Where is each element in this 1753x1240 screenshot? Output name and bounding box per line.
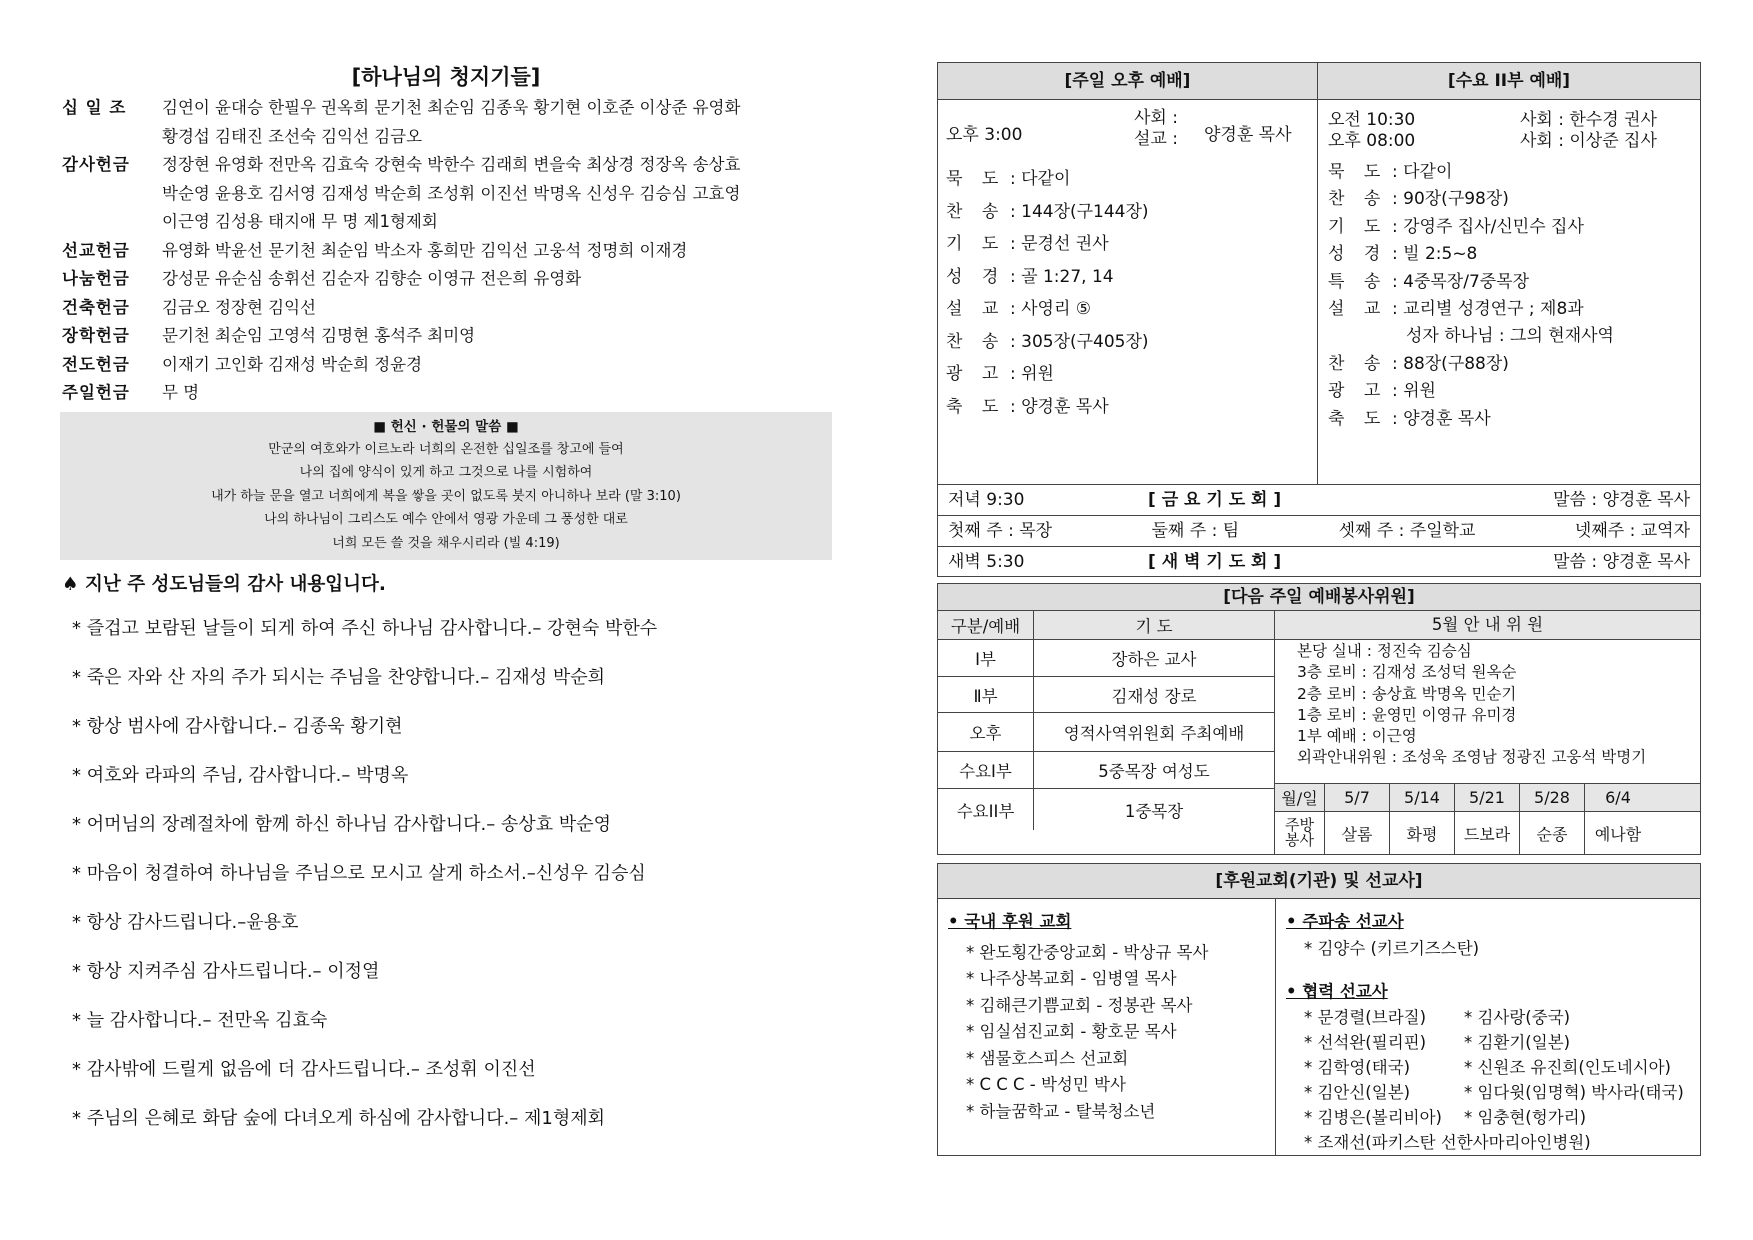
kitchen-date: 5/21	[1455, 784, 1520, 811]
giver-names	[162, 294, 830, 323]
giver-names	[162, 237, 830, 266]
guide-item: 1부 예배 : 이근영	[1297, 727, 1417, 746]
dawn-prayer-row: 새벽 5:30 [ 새 벽 기 도 회 ] 말씀 : 양경훈 목사	[948, 552, 1690, 572]
verse-line: 내가 하늘 문을 열고 너희에게 복을 쌓을 곳이 없도록 붓지 아니하나 보라 (말 3:10)	[211, 488, 681, 504]
order-item	[946, 358, 1317, 391]
order-label: 찬 송	[1328, 189, 1381, 210]
coop-missionary: * 문경렬(브라질)	[1304, 1008, 1427, 1028]
giver-category: 나눔헌금	[62, 269, 130, 288]
sunday-order-list	[938, 163, 1317, 423]
giver-names-line: 박순영 윤용호 김서영 김재성 박순희 조성휘 이진선 박명옥 신성우 김승심 고효영	[162, 183, 741, 203]
giver-names	[162, 379, 830, 408]
order-item	[946, 293, 1317, 326]
service-name: Ⅰ부	[938, 640, 1034, 676]
order-value: : 305장(구405장)	[1010, 331, 1149, 352]
giver-names-line: 이근영 김성용 태지애 무 명 제1형제회	[162, 212, 438, 231]
order-value: : 88장(구88장)	[1392, 353, 1509, 374]
coop-missionary: * 김학영(태국)	[1304, 1058, 1411, 1078]
thanks-item: * 어머님의 장례절차에 함께 하신 하나님 감사합니다.– 송상효 박순영	[72, 813, 611, 835]
thanks-heading: ♠ 지난 주 성도님들의 감사 내용입니다.	[62, 573, 386, 595]
offering-verse-box	[60, 412, 832, 560]
thanks-item: * 늘 감사합니다.– 전만옥 김효숙	[72, 1009, 328, 1031]
wednesday-service	[1318, 63, 1700, 484]
coop-missionary: * 선석완(필리핀)	[1304, 1033, 1427, 1053]
thanks-item: * 여호와 라파의 주님, 감사합니다.– 박명옥	[72, 764, 409, 786]
guide-item: 본당 실내 : 정진숙 김승심	[1297, 642, 1472, 660]
order-value: : 다같이	[1010, 169, 1071, 189]
order-value: : 사영리 ⑤	[1010, 299, 1092, 319]
giver-names	[162, 322, 830, 351]
guides-list	[1275, 640, 1700, 783]
order-label: 특 송	[1328, 271, 1381, 292]
order-value: : 문경선 권사	[1010, 234, 1109, 254]
coop-missionary-title: • 협력 선교사	[1286, 981, 1388, 1001]
order-item	[946, 391, 1317, 424]
domestic-title: • 국내 후원 교회	[948, 912, 1072, 931]
volunteer-row	[938, 713, 1274, 752]
giver-category: 십 일 조	[62, 98, 127, 117]
verse-title: ■ 헌신 · 헌물의 말씀 ■	[373, 418, 519, 435]
giver-category: 감사헌금	[62, 155, 130, 174]
kitchen-team: 화평	[1390, 812, 1455, 854]
order-item	[1328, 269, 1700, 296]
order-item	[1328, 351, 1700, 378]
sent-missionary-title: • 주파송 선교사	[1286, 912, 1404, 931]
coop-missionary: * 김병은(볼리비아)	[1304, 1108, 1442, 1128]
order-label: 설 교	[946, 299, 999, 319]
kitchen-team: 예나함	[1594, 824, 1642, 844]
order-label: 성 경	[946, 266, 999, 287]
service-name: 오후	[938, 713, 1034, 751]
order-label: 광 고	[946, 364, 999, 384]
order-label: 설 교	[1328, 298, 1381, 319]
giver-names	[162, 351, 830, 380]
domestic-church: * C C C - 박성민 박사	[966, 1075, 1126, 1095]
order-value: : 위원	[1392, 381, 1436, 402]
giver-names	[162, 94, 830, 151]
wednesday-order-list	[1318, 152, 1700, 433]
giver-category: 건축헌금	[62, 297, 130, 317]
coop-missionary-grid	[1286, 1005, 1700, 1130]
guide-item: 1층 로비 : 윤영민 이영규 유미경	[1297, 705, 1517, 724]
service-name: 수요I부	[938, 752, 1034, 788]
service-prayer-column	[938, 611, 1275, 854]
givers-list	[62, 94, 830, 408]
giver-row	[62, 265, 830, 294]
giver-row	[62, 94, 830, 151]
prayer-leader: 김재성 장로	[1111, 686, 1197, 706]
guide-item: 2층 로비 : 송상효 박명옥 민순기	[1297, 684, 1517, 703]
giver-names-line: 황경섭 김태진 조선숙 김익선 김금오	[162, 126, 423, 146]
coop-missionary: * 김사랑(중국)	[1464, 1008, 1571, 1028]
friday-weeks-row: 첫째 주 : 목장 둘째 주 : 팀 셋째 주 : 주일학교 넷째주 : 교역자	[938, 516, 1700, 547]
order-label: 축 도	[946, 396, 999, 417]
sunday-role-labels: 사회 : 설교 :	[1134, 108, 1178, 149]
order-label: 축 도	[1328, 408, 1381, 429]
order-label: 찬 송	[946, 331, 999, 352]
giver-names-line: 김금오 정장현 김익선	[162, 297, 316, 317]
domestic-church: * 임실섬진교회 - 황호문 목사	[966, 1022, 1177, 1042]
giver-row	[62, 379, 830, 408]
giver-category: 주일헌금	[62, 383, 130, 402]
volunteers-col-headers: 구분/예배 기 도	[938, 611, 1274, 640]
thanks-item: * 항상 지켜주심 감사드립니다.– 이정열	[72, 960, 380, 982]
missionaries	[1276, 899, 1700, 1155]
friday-prayer-row: 저녁 9:30 [ 금 요 기 도 회 ] 말씀 : 양경훈 목사	[938, 485, 1700, 516]
prayer-leader: 영적사역위원회 주최예배	[1063, 724, 1245, 743]
order-value: : 교리별 성경연구 ; 제8과	[1392, 298, 1584, 319]
giver-names-line: 정장현 유영화 전만옥 김효숙 강현숙 박한수 김래희 변을숙 최상경 정장옥 송상효	[162, 155, 741, 174]
kitchen-teams-row	[1275, 811, 1700, 854]
order-item	[1328, 159, 1700, 186]
order-item	[1328, 241, 1700, 268]
order-item	[1328, 296, 1700, 323]
order-label: 성 경	[1328, 244, 1381, 265]
support-table	[937, 863, 1701, 1156]
guide-item: 3층 로비 : 김재성 조성덕 원옥순	[1297, 663, 1517, 682]
giver-names-line: 문기천 최순임 고영석 김명현 홍석주 최미영	[162, 326, 476, 345]
sunday-time: 오후 3:00	[946, 125, 1023, 145]
order-label: 찬 송	[946, 201, 999, 222]
giver-row	[62, 237, 830, 266]
order-label: 찬 송	[1328, 353, 1381, 374]
order-value: : 144장(구144장)	[1010, 201, 1149, 222]
kitchen-date: 5/28	[1520, 784, 1585, 811]
guide-item: 외곽안내위원 : 조성욱 조영남 정광진 고웅석 박명기	[1297, 748, 1647, 767]
coop-missionary: * 김환기(일본)	[1464, 1033, 1571, 1053]
verse-line: 만군의 여호와가 이르노라 너희의 온전한 십일조를 창고에 들여	[268, 441, 624, 457]
giver-names	[162, 151, 830, 237]
volunteer-row	[938, 640, 1274, 677]
sent-missionary: * 김양수 (키르기즈스탄)	[1304, 938, 1480, 958]
kitchen-label: 주방봉사	[1275, 812, 1325, 854]
order-label: 묵 도	[946, 169, 999, 189]
kitchen-date: 5/7	[1325, 784, 1390, 811]
verse-line: 나의 집에 양식이 있게 하고 그것으로 나를 시험하여	[299, 465, 593, 480]
order-item	[1328, 214, 1700, 241]
order-item	[946, 163, 1317, 196]
volunteers-header: [다음 주일 예배봉사위원]	[938, 584, 1700, 611]
domestic-churches	[938, 899, 1276, 1155]
order-label: 광 고	[1328, 381, 1381, 402]
volunteer-row	[938, 789, 1274, 830]
volunteers-table	[937, 583, 1701, 855]
kitchen-team: 순종	[1520, 812, 1585, 854]
giver-names-line: 강성문 유순심 송휘선 김순자 김향순 이영규 전은희 유영화	[162, 269, 582, 288]
coop-missionary: * 신원조 유진희(인도네시아)	[1464, 1058, 1671, 1078]
order-item	[946, 196, 1317, 229]
kitchen-team: 드보라	[1455, 812, 1520, 854]
prayer-leader: 장하은 교사	[1111, 650, 1197, 669]
giver-names-line: 김연이 윤대승 한필우 권옥희 문기천 최순임 김종욱 황기현 이호준 이상준 유영화	[162, 98, 741, 117]
kitchen-date: 6/4	[1605, 788, 1631, 807]
service-name: 수요II부	[938, 789, 1034, 830]
order-value: : 강영주 집사/신민수 집사	[1392, 216, 1584, 237]
sunday-afternoon-header: [주일 오후 예배]	[938, 63, 1317, 100]
sunday-leader: 양경훈 목사	[1204, 125, 1292, 145]
order-value: : 골 1:27, 14	[1010, 266, 1114, 287]
order-label: 기 도	[946, 234, 999, 254]
sunday-time-row	[938, 100, 1317, 163]
order-item	[946, 228, 1317, 261]
order-value: : 양경훈 목사	[1392, 408, 1491, 429]
order-item	[1328, 323, 1700, 350]
order-item	[1328, 186, 1700, 213]
volunteer-row	[938, 752, 1274, 789]
order-value: 성자 하나님 : 그의 현재사역	[1406, 326, 1614, 347]
kitchen-date: 5/14	[1390, 784, 1455, 811]
prayer-leader: 1중목장	[1124, 801, 1184, 821]
order-label: 기 도	[1328, 216, 1381, 237]
giver-names-line: 유영화 박윤선 문기천 최순임 박소자 홍희만 김익선 고웅석 정명희 이재경	[162, 240, 688, 260]
giver-row	[62, 351, 830, 380]
order-value: : 90장(구98장)	[1392, 189, 1509, 210]
thanks-item: * 즐겁고 보람된 날들이 되게 하여 주신 하나님 감사합니다.– 강현숙 박한수	[72, 617, 658, 639]
order-item	[946, 261, 1317, 294]
domestic-church: * 샘물호스피스 선교회	[966, 1048, 1129, 1068]
wednesday-times: 오전 10:30 사회 : 한수경 권사 오후 08:00 사회 : 이상준 집사	[1328, 110, 1657, 151]
order-value: : 위원	[1010, 364, 1054, 384]
kitchen-team: 살롬	[1325, 812, 1390, 854]
order-item	[1328, 378, 1700, 405]
givers-title: [하나님의 청지기들]	[351, 65, 541, 89]
verse-line: 너희 모든 쓸 것을 채우시리라 (빌 4:19)	[332, 535, 560, 551]
coop-missionary: * 김안신(일본)	[1304, 1083, 1411, 1103]
domestic-church: * 하늘꿈학교 - 탈북청소년	[966, 1101, 1156, 1121]
giver-row	[62, 151, 830, 237]
thanks-item: * 죽은 자와 산 자의 주가 되시는 주님을 찬양합니다.– 김재성 박순희	[72, 666, 606, 688]
kitchen-date: 월/일	[1275, 784, 1325, 811]
support-header: [후원교회(기관) 및 선교사]	[938, 864, 1700, 899]
giver-row	[62, 294, 830, 323]
guides-header: 5월 안 내 위 원	[1275, 611, 1700, 640]
order-item	[1328, 406, 1700, 433]
thanks-list	[62, 607, 830, 1146]
wednesday-header: [수요 II부 예배]	[1318, 63, 1700, 100]
order-value: : 4중목장/7중목장	[1392, 271, 1530, 292]
worship-schedule-table	[937, 62, 1701, 577]
giver-row	[62, 322, 830, 351]
order-value: : 다같이	[1392, 162, 1453, 182]
left-page	[62, 60, 830, 1146]
order-label: 묵 도	[1328, 162, 1381, 182]
domestic-church: * 김해큰기쁨교회 - 정봉관 목사	[966, 995, 1193, 1015]
order-item	[946, 326, 1317, 359]
verse-line: 나의 하나님이 그리스도 예수 안에서 영광 가운데 그 풍성한 대로	[264, 512, 628, 527]
domestic-church: * 완도횡간중앙교회 - 박상규 목사	[966, 942, 1209, 962]
order-value: : 빌 2:5~8	[1392, 244, 1478, 265]
sunday-afternoon-service	[938, 63, 1318, 484]
giver-names	[162, 265, 830, 294]
thanks-item: * 항상 범사에 감사합니다.– 김종욱 황기현	[72, 715, 403, 737]
thanks-item: * 마음이 청결하여 하나님을 주님으로 모시고 살게 하소서.–신성우 김승심	[72, 862, 646, 884]
giver-category: 전도헌금	[62, 354, 130, 374]
coop-missionary: * 임충현(헝가리)	[1464, 1108, 1587, 1128]
prayer-leader: 5중목장 여성도	[1098, 762, 1210, 781]
thanks-item: * 항상 감사드립니다.–윤용호	[72, 911, 299, 933]
giver-category: 선교헌금	[62, 240, 130, 260]
coop-missionary: * 조재선(파키스탄 선한사마리아인병원)	[1304, 1133, 1591, 1153]
giver-names-line: 이재기 고인화 김재성 박순희 정윤경	[162, 354, 423, 374]
thanks-item: * 감사밖에 드릴게 없음에 더 감사드립니다.– 조성휘 이진선	[72, 1058, 536, 1080]
giver-category: 장학헌금	[62, 326, 130, 345]
giver-names-line: 무 명	[162, 383, 200, 402]
volunteer-row	[938, 677, 1274, 713]
service-name: Ⅱ부	[938, 677, 1034, 712]
thanks-item: * 주님의 은혜로 화담 숲에 다녀오게 하심에 감사합니다.– 제1형제회	[72, 1107, 606, 1129]
kitchen-dates-row	[1275, 783, 1700, 811]
domestic-church: * 나주상복교회 - 임병열 목사	[966, 969, 1177, 989]
guides-column	[1275, 611, 1700, 854]
order-value: : 양경훈 목사	[1010, 396, 1109, 417]
coop-missionary: * 임다윗(임명혁) 박사라(태국)	[1464, 1083, 1684, 1103]
